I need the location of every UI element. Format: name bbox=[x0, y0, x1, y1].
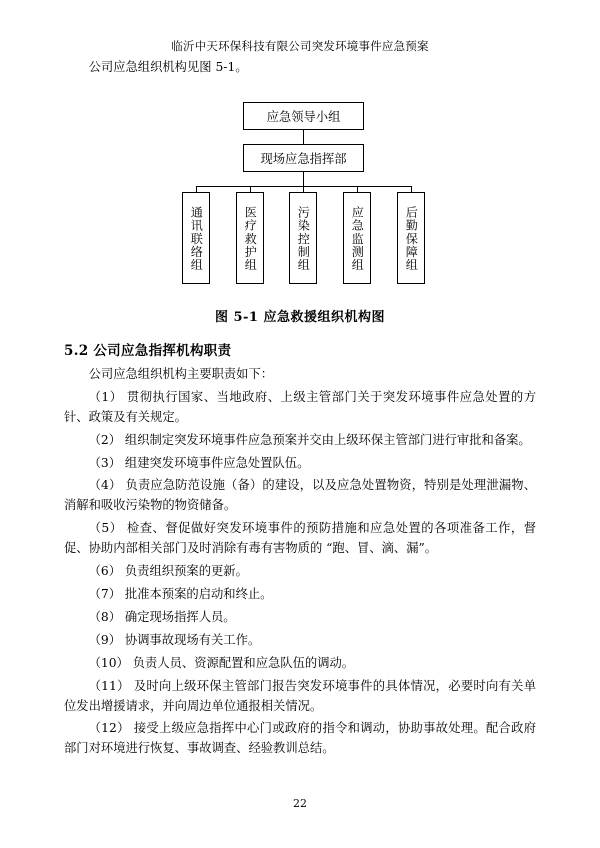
section-heading-5-2: 5.2 公司应急指挥机构职责 bbox=[64, 342, 232, 359]
page-footer: 22 bbox=[293, 797, 307, 810]
node-logistics-support-group: 后勤保障组 bbox=[397, 192, 425, 284]
list-item: （4） 负责应急防范设施（备）的建设，以及应急处置物资，特别是处理泄漏物、消解和吸收污染物的物资储备。 bbox=[64, 478, 536, 513]
list-item: （2） 组织制定突发环境事件应急预案并交由上级环保主管部门进行审批和备案。 bbox=[88, 432, 531, 447]
page-content bbox=[64, 58, 536, 762]
node-emergency-monitoring-group: 应急监测组 bbox=[343, 192, 371, 284]
node-communication-liaison-group: 通讯联络组 bbox=[182, 192, 210, 284]
list-item: （8） 确定现场指挥人员。 bbox=[88, 609, 236, 624]
node-onsite-command: 现场应急指挥部 bbox=[243, 144, 364, 172]
connector-top-to-second bbox=[303, 130, 304, 144]
list-item: （5） 检查、督促做好突发环境事件的预防措施和应急处置的各项准备工作，督促、协助内部相关部门及时消除有毒有害物质的 “跑、冒、滴、漏”。 bbox=[64, 521, 536, 556]
list-item: （1） 贯彻执行国家、当地政府、上级主管部门关于突发环境事件应急处置的方针、政策及有关规定。 bbox=[64, 389, 536, 424]
section-lead: 公司应急组织机构主要职责如下： bbox=[88, 366, 274, 381]
node-emergency-leadership-group: 应急领导小组 bbox=[243, 102, 364, 130]
org-chart-figure bbox=[64, 82, 536, 304]
page-header: 临沂中天环保科技有限公司突发环境事件应急预案 bbox=[171, 39, 429, 53]
list-item: （6） 负责组织预案的更新。 bbox=[88, 564, 248, 579]
list-item: （7） 批准本预案的启动和终止。 bbox=[88, 586, 273, 601]
intro-line: 公司应急组织机构见图 5-1。 bbox=[88, 60, 248, 74]
list-item: （3） 组建突发环境事件应急处置队伍。 bbox=[88, 455, 310, 470]
list-item: （11） 及时向上级环保主管部门报告突发环境事件的具体情况，必要时向有关单位发出增援请求，并向周边单位通报相关情况。 bbox=[64, 678, 536, 713]
figure-caption: 图 5-1 应急救援组织机构图 bbox=[214, 309, 386, 325]
node-medical-rescue-group: 医疗救护组 bbox=[236, 192, 264, 284]
node-pollution-control-group: 污染控制组 bbox=[289, 192, 317, 284]
list-item: （12） 接受上级应急指挥中心门或政府的指令和调动，协助事故处理。配合政府部门对环境进行恢复、事故调查、经验教训总结。 bbox=[64, 721, 536, 756]
list-item: （9） 协调事故现场有关工作。 bbox=[88, 632, 261, 647]
list-item: （10） 负责人员、资源配置和应急队伍的调动。 bbox=[88, 655, 355, 670]
connector-horizontal-bus bbox=[196, 186, 412, 187]
connector-second-to-bus bbox=[303, 172, 304, 186]
